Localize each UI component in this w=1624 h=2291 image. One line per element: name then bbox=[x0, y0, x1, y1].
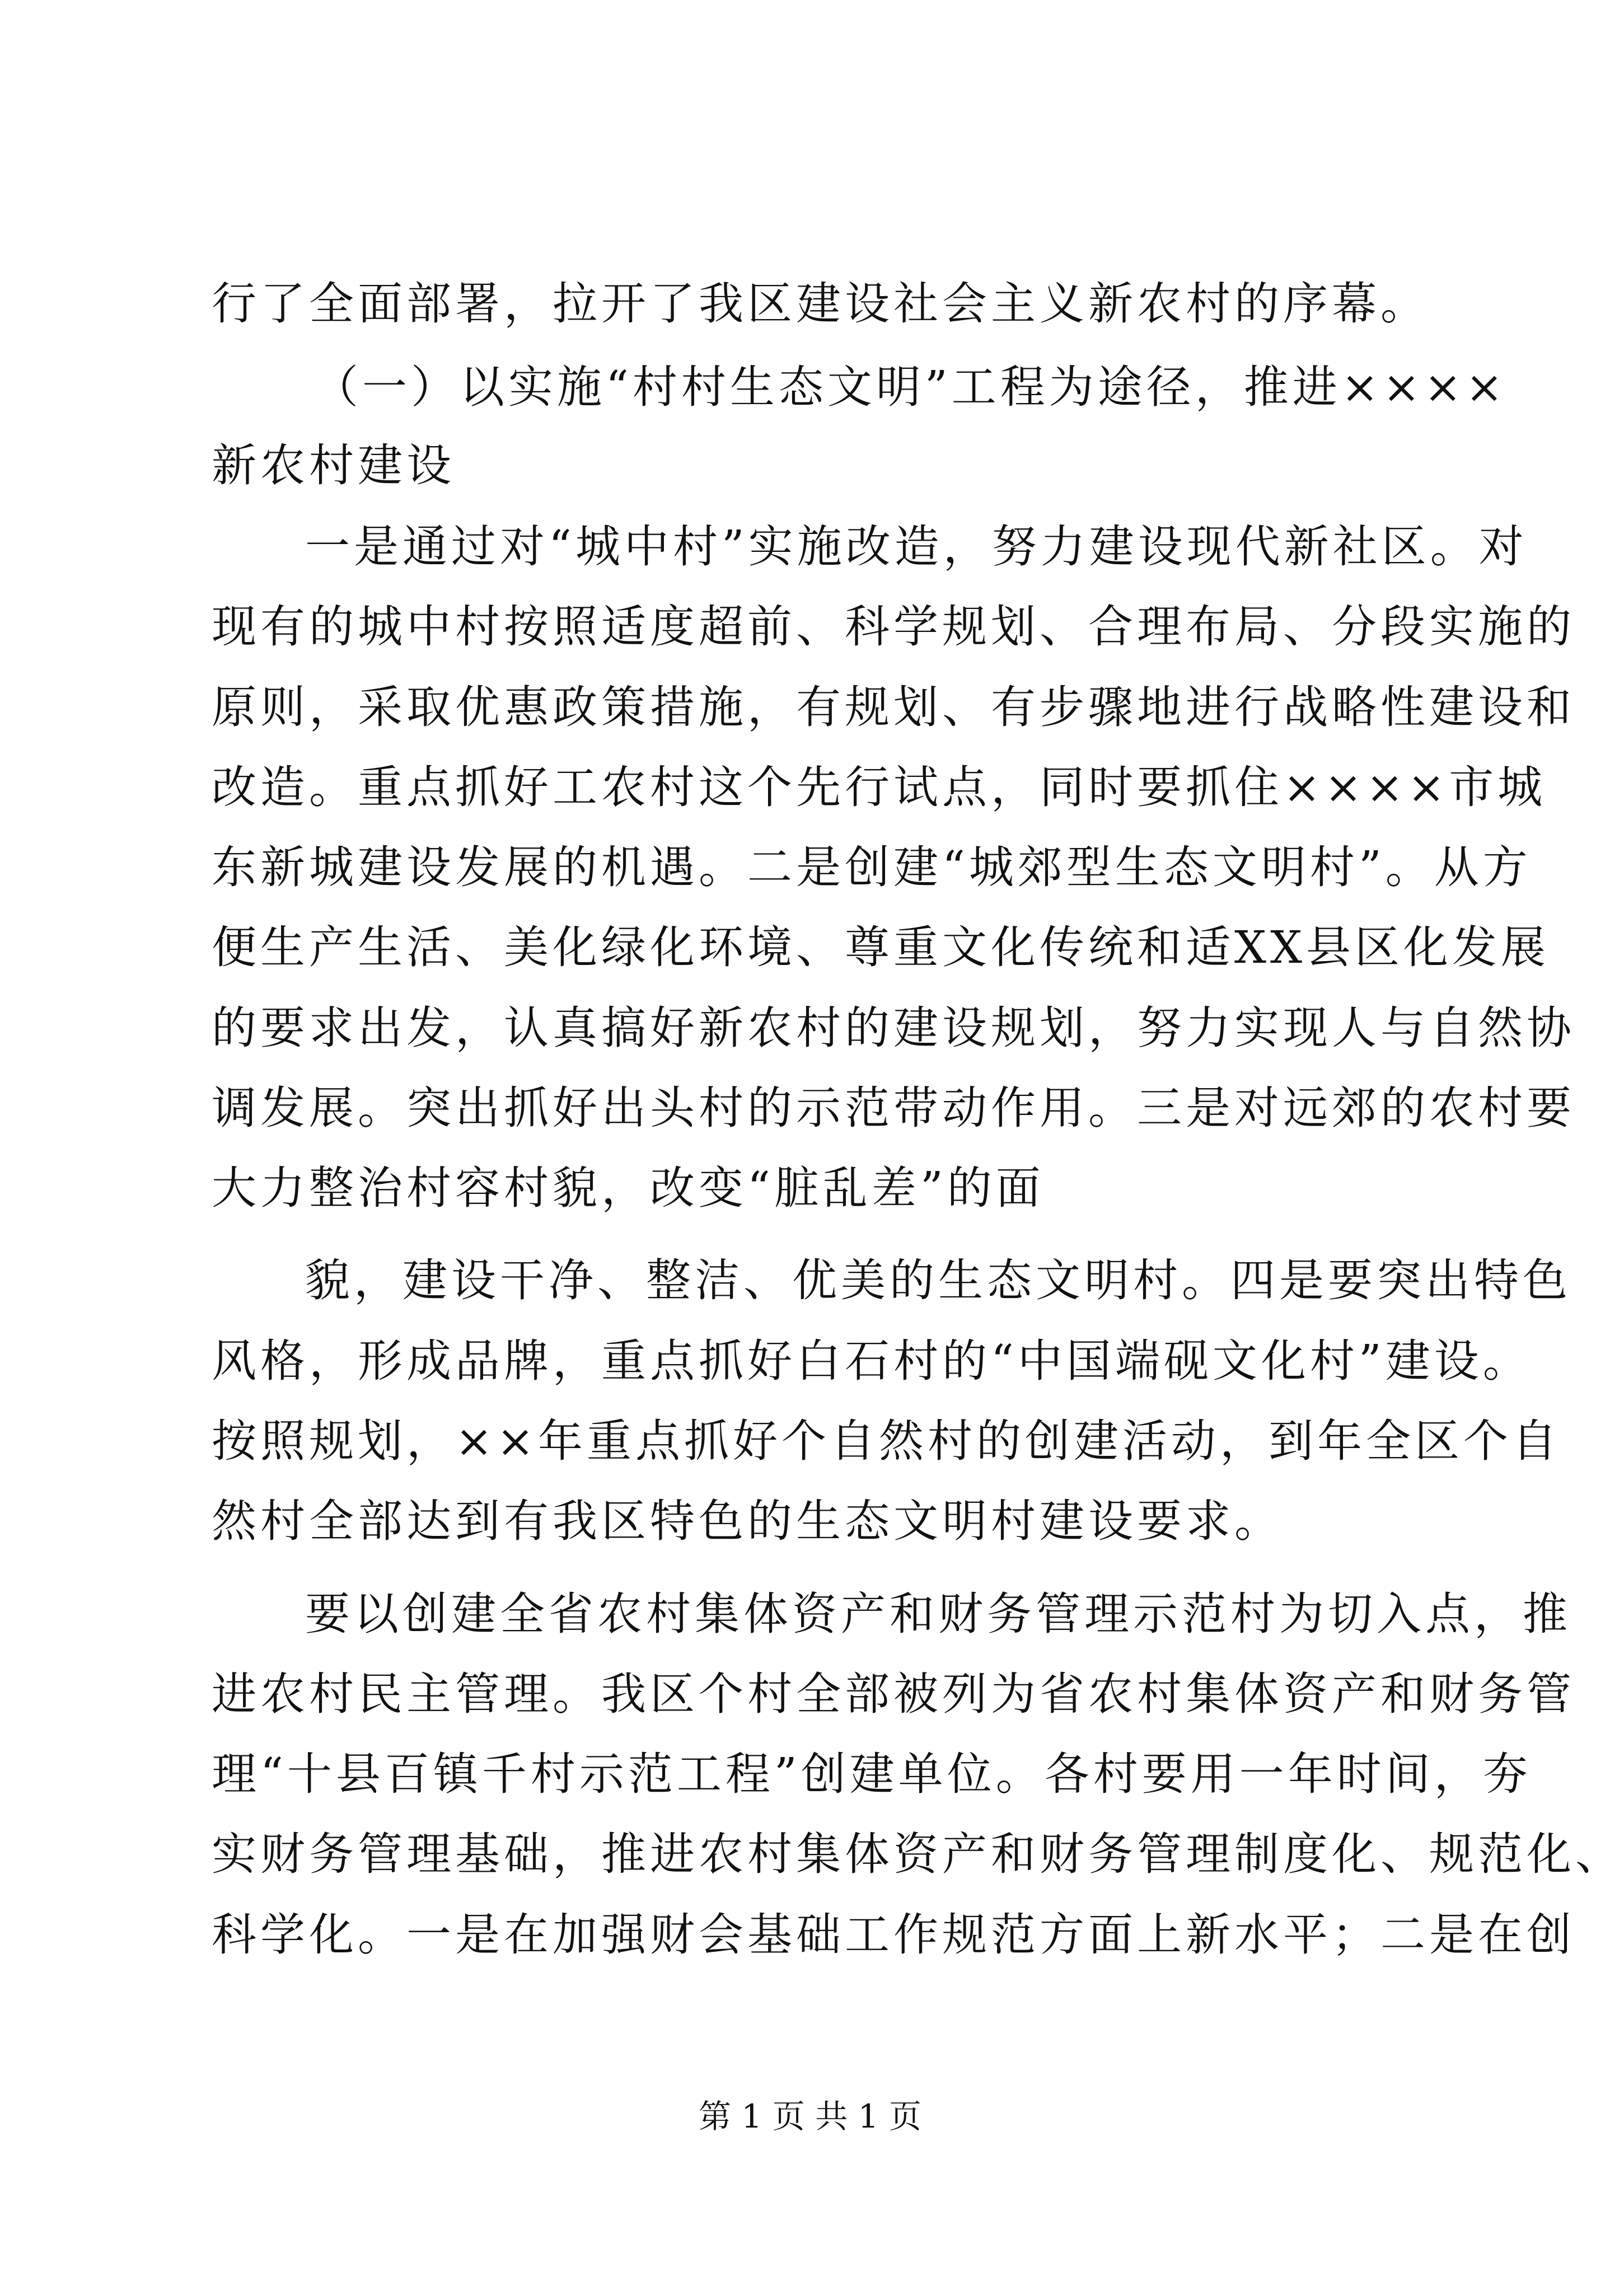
body-text-line: 进农村民主管理。我区个村全部被列为省农村集体资产和财务管 bbox=[212, 1668, 1575, 1720]
body-text-line: 行了全面部署，拉开了我区建设社会主义新农村的序幕。 bbox=[212, 278, 1429, 330]
body-text-line: 貌，建设干净、整洁、优美的生态文明村。四是要突出特色 bbox=[305, 1254, 1571, 1306]
body-text-line: 一是通过对“城中村”实施改造，努力建设现代新社区。对 bbox=[305, 521, 1528, 573]
body-text-line: 现有的城中村按照适度超前、科学规划、合理布局、分段实施的 bbox=[212, 601, 1575, 653]
body-text-line: 风格，形成品牌，重点抓好白石村的“中国端砚文化村”建设。 bbox=[212, 1335, 1532, 1387]
body-text-line: 便生产生活、美化绿化环境、尊重文化传统和适XX县区化发展 bbox=[212, 921, 1550, 973]
body-text-line: 实财务管理基础，推进农村集体资产和财务管理制度化、规范化、 bbox=[212, 1828, 1624, 1880]
body-text-line: 科学化。一是在加强财会基础工作规范方面上新水平；二是在创 bbox=[212, 1909, 1575, 1961]
body-text-line: 要以创建全省农村集体资产和财务管理示范村为切入点，推 bbox=[305, 1588, 1571, 1640]
body-text-line: 调发展。突出抓好出头村的示范带动作用。三是对远郊的农村要 bbox=[212, 1082, 1575, 1134]
body-text-line: 原则，采取优惠政策措施，有规划、有步骤地进行战略性建设和 bbox=[212, 681, 1575, 733]
section-heading-line: （一）以实施“村村生态文明”工程为途径，推进×××× bbox=[313, 361, 1507, 413]
body-text-line: 按照规划，××年重点抓好个自然村的创建活动，到年全区个自 bbox=[212, 1415, 1561, 1467]
body-text-line: 理“十县百镇千村示范工程”创建单位。各村要用一年时间，夯 bbox=[212, 1748, 1532, 1800]
body-text-line: 然村全部达到有我区特色的生态文明村建设要求。 bbox=[212, 1495, 1283, 1547]
body-text-line: 的要求出发，认真搞好新农村的建设规划，努力实现人与自然协 bbox=[212, 1002, 1575, 1054]
page-number-footer: 第 1 页 共 1 页 bbox=[699, 2097, 921, 2135]
body-text-line: 大力整治村容村貌，改变“脏乱差”的面 bbox=[212, 1162, 1045, 1214]
body-text-line: 改造。重点抓好工农村这个先行试点，同时要抓住××××市城 bbox=[212, 761, 1547, 813]
body-text-line: 东新城建设发展的机遇。二是创建“城郊型生态文明村”。从方 bbox=[212, 841, 1532, 893]
section-heading-line: 新农村建设 bbox=[212, 439, 455, 491]
